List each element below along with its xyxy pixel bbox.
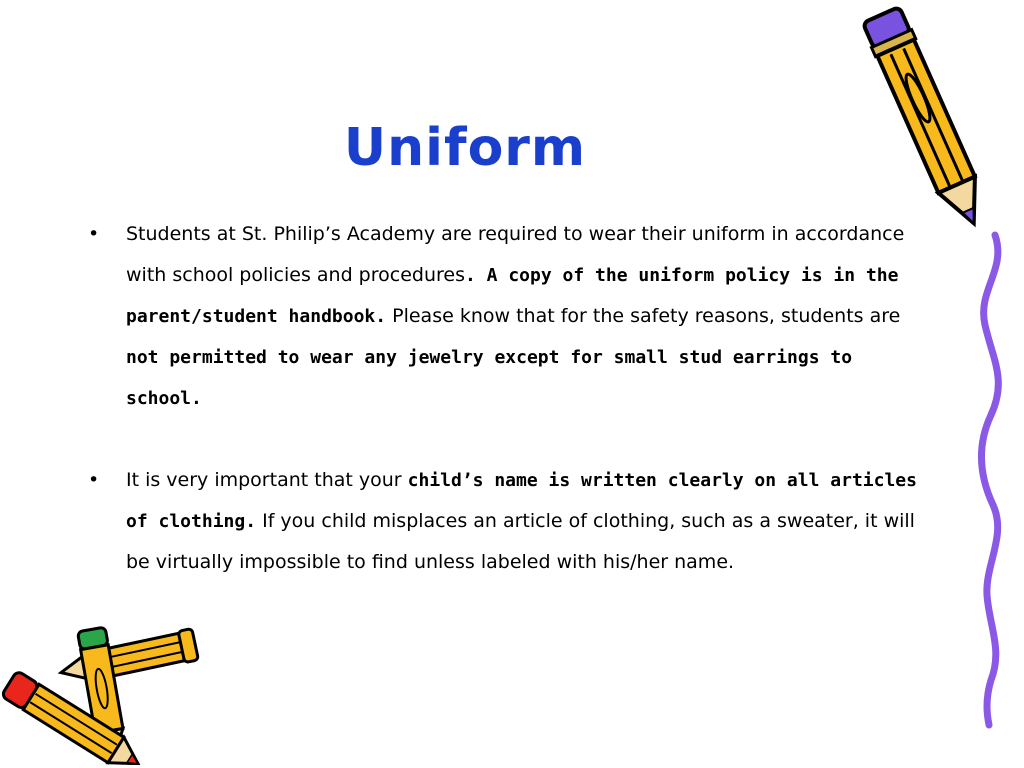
bullet-text: If you child misplaces an article of clothing, such as a sweater, it will be virtually impossible to find unless labeled with his/her name.	[126, 510, 915, 573]
bullet-marker: •	[88, 223, 100, 245]
wavy-line	[955, 230, 1015, 730]
pencil-icon	[860, 0, 1000, 245]
slide-title: Uniform	[343, 118, 587, 178]
bullet-text: Students at St. Philip’s Academy are required to wear their uniform in accordance with school policies and procedures	[126, 223, 905, 286]
bullet-marker: •	[88, 469, 100, 491]
bullet-item	[88, 214, 938, 419]
bullet-text-bold: . A copy of the uniform policy is in the parent/student handbook.	[126, 265, 899, 327]
bullet-text-bold: child’s name is written clearly on all articles of clothing.	[126, 470, 917, 532]
bullet-text-bold: not permitted to wear any jewelry except for small stud earrings to school.	[126, 347, 853, 409]
pencils-icon	[0, 620, 210, 765]
slide-body	[88, 214, 938, 583]
bullet-text: Please know that for the safety reasons, students are	[386, 305, 901, 327]
bullet-item	[88, 460, 938, 583]
bullet-text: It is very important that your	[126, 469, 408, 491]
